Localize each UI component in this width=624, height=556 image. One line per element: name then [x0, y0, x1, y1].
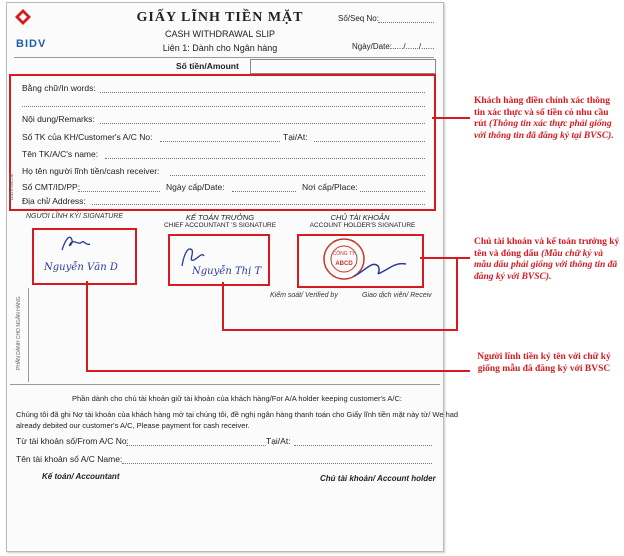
- connector-2: [420, 257, 470, 259]
- bank-name: BIDV: [16, 38, 47, 50]
- annotation-customer-info: [474, 96, 620, 142]
- annotation-2-text: Chủ tài khoản và kế toán trưởng ký tên và đóng dấu: [474, 237, 620, 259]
- account-name-label: Tên TK/A/C's name:: [22, 149, 99, 159]
- side-code: BIDV/GLTM: [9, 173, 15, 200]
- account-no-label: Số TK của KH/Customer's A/C No:: [22, 132, 153, 142]
- amount-words-line: [100, 92, 425, 93]
- issue-date-label: Ngày cấp/Date:: [166, 182, 225, 192]
- annotation-1-italic: (Thông tin xác thực phải giống với thông tin đã đăng ký tại BVSC).: [474, 119, 614, 141]
- chief-signed-name: Nguyễn Thị T: [192, 266, 262, 277]
- seq-label: Số/Seq No:: [338, 14, 379, 23]
- annotation-2-italic: (Mẫu chữ ký và mẫu dấu phải giống với thông tin đã đăng ký với BVSC).: [474, 248, 618, 282]
- id-no-line: [78, 191, 160, 192]
- annotation-holder-signature: [474, 237, 620, 283]
- connector-3-down: [86, 281, 88, 371]
- remarks-line: [100, 123, 425, 124]
- remarks-label: Nội dung/Remarks:: [22, 114, 95, 124]
- from-ac-line: [126, 445, 266, 446]
- bottom-statement-en: already debited our customer's A/C, Please payment for cash receiver.: [16, 421, 250, 430]
- slip-title: GIẤY LĨNH TIỀN MẶT: [136, 10, 304, 25]
- bottom-at-line: [294, 445, 432, 446]
- slip-copy-label: Liên 1: Dành cho Ngân hàng: [162, 43, 278, 53]
- at-label: Tại/At:: [283, 132, 308, 142]
- connector-3-bottom: [86, 370, 470, 372]
- issue-date-line: [232, 191, 296, 192]
- stamp-name-text: ABCD: [335, 261, 353, 267]
- annotation-1-text: Khách hàng điền chính xác thông tin xác thực và số tiền có nhu cầu rút: [474, 96, 610, 129]
- ac-name-label: Tên tài khoản số A/C Name:: [16, 454, 123, 464]
- chief-scribble-icon: [178, 244, 208, 268]
- receiver-line: [170, 175, 425, 176]
- connector-2-up: [456, 257, 458, 331]
- amount-words-label: Bằng chữ/In words:: [22, 83, 96, 93]
- connector-1: [432, 117, 470, 119]
- amount-label: Số tiền/Amount: [176, 61, 239, 71]
- account-holder-label: Chủ tài khoản/ Account holder: [320, 474, 436, 483]
- account-no-line: [160, 141, 280, 142]
- slip-subtitle: CASH WITHDRAWAL SLIP: [164, 29, 275, 39]
- address-line: [92, 204, 425, 205]
- receiver-signed-name: Nguyễn Văn D: [44, 262, 118, 273]
- chief-label-vn: KẾ TOÁN TRƯỞNG: [185, 213, 255, 222]
- bottom-section-title: Phần dành cho chủ tài khoản giữ tài khoản của khách hàng/For A/A holder keeping customer's A/C:: [72, 394, 402, 403]
- ac-name-line: [122, 463, 432, 464]
- holder-label-en: ACCOUNT HOLDER'S SIGNATURE: [309, 222, 416, 229]
- bank-section-vertical-label: PHẦN DÀNH CHO NGÂN HÀNG: [16, 296, 22, 370]
- bank-section-divider: [28, 288, 29, 382]
- accountant-label: Kế toán/ Accountant: [42, 472, 120, 481]
- bottom-statement-vn: Chúng tôi đã ghi Nợ tài khoản của khách hàng mở tại chúng tôi, đề nghị ngân hàng thanh toán cho Giấy lĩnh tiền mặt này từ/ We had: [16, 410, 459, 419]
- place-label: Nơi cấp/Place:: [302, 182, 358, 192]
- seq-line: [378, 22, 434, 23]
- at-line: [314, 141, 425, 142]
- annotation-receiver-signature: Người lĩnh tiền ký tên với chữ ký giống mẫu đã đăng ký với BVSC: [477, 352, 611, 374]
- bidv-logo-icon: [14, 8, 32, 26]
- header-divider: [14, 57, 434, 58]
- bottom-at-label: Tại/At:: [266, 436, 291, 446]
- account-name-line: [105, 158, 425, 159]
- amount-box: [250, 59, 436, 74]
- stamp-company-text: CÔNG TY: [332, 251, 356, 257]
- bottom-divider: [10, 384, 440, 385]
- chief-label-en: CHIEF ACCOUNTANT 'S SIGNATURE: [163, 222, 277, 229]
- date-value: ....../....../......: [390, 42, 435, 51]
- receiver-by-label: Giao dịch viên/ Receiv: [362, 292, 432, 299]
- place-line: [360, 191, 425, 192]
- address-label: Địa chỉ/ Address:: [22, 196, 86, 206]
- receiver-scribble-icon: [56, 232, 96, 254]
- date-label: Ngày/Date:: [352, 42, 393, 51]
- receiver-label: Họ tên người lĩnh tiền/cash receiver:: [22, 166, 160, 176]
- amount-words-line-2: [22, 106, 425, 107]
- from-ac-label: Từ tài khoản số/From A/C No:: [16, 436, 129, 446]
- connector-2-down: [222, 282, 224, 330]
- connector-2-bottom: [222, 329, 458, 331]
- holder-label-vn: CHỦ TÀI KHOẢN: [330, 213, 390, 222]
- id-no-label: Số CMT/ID/PP:: [22, 182, 81, 192]
- receiver-signature-label: NGƯỜI LĨNH KÝ/ SIGNATURE: [26, 213, 124, 220]
- holder-scribble-icon: [352, 256, 408, 280]
- verified-by-label: Kiểm soát/ Verified by: [270, 292, 338, 299]
